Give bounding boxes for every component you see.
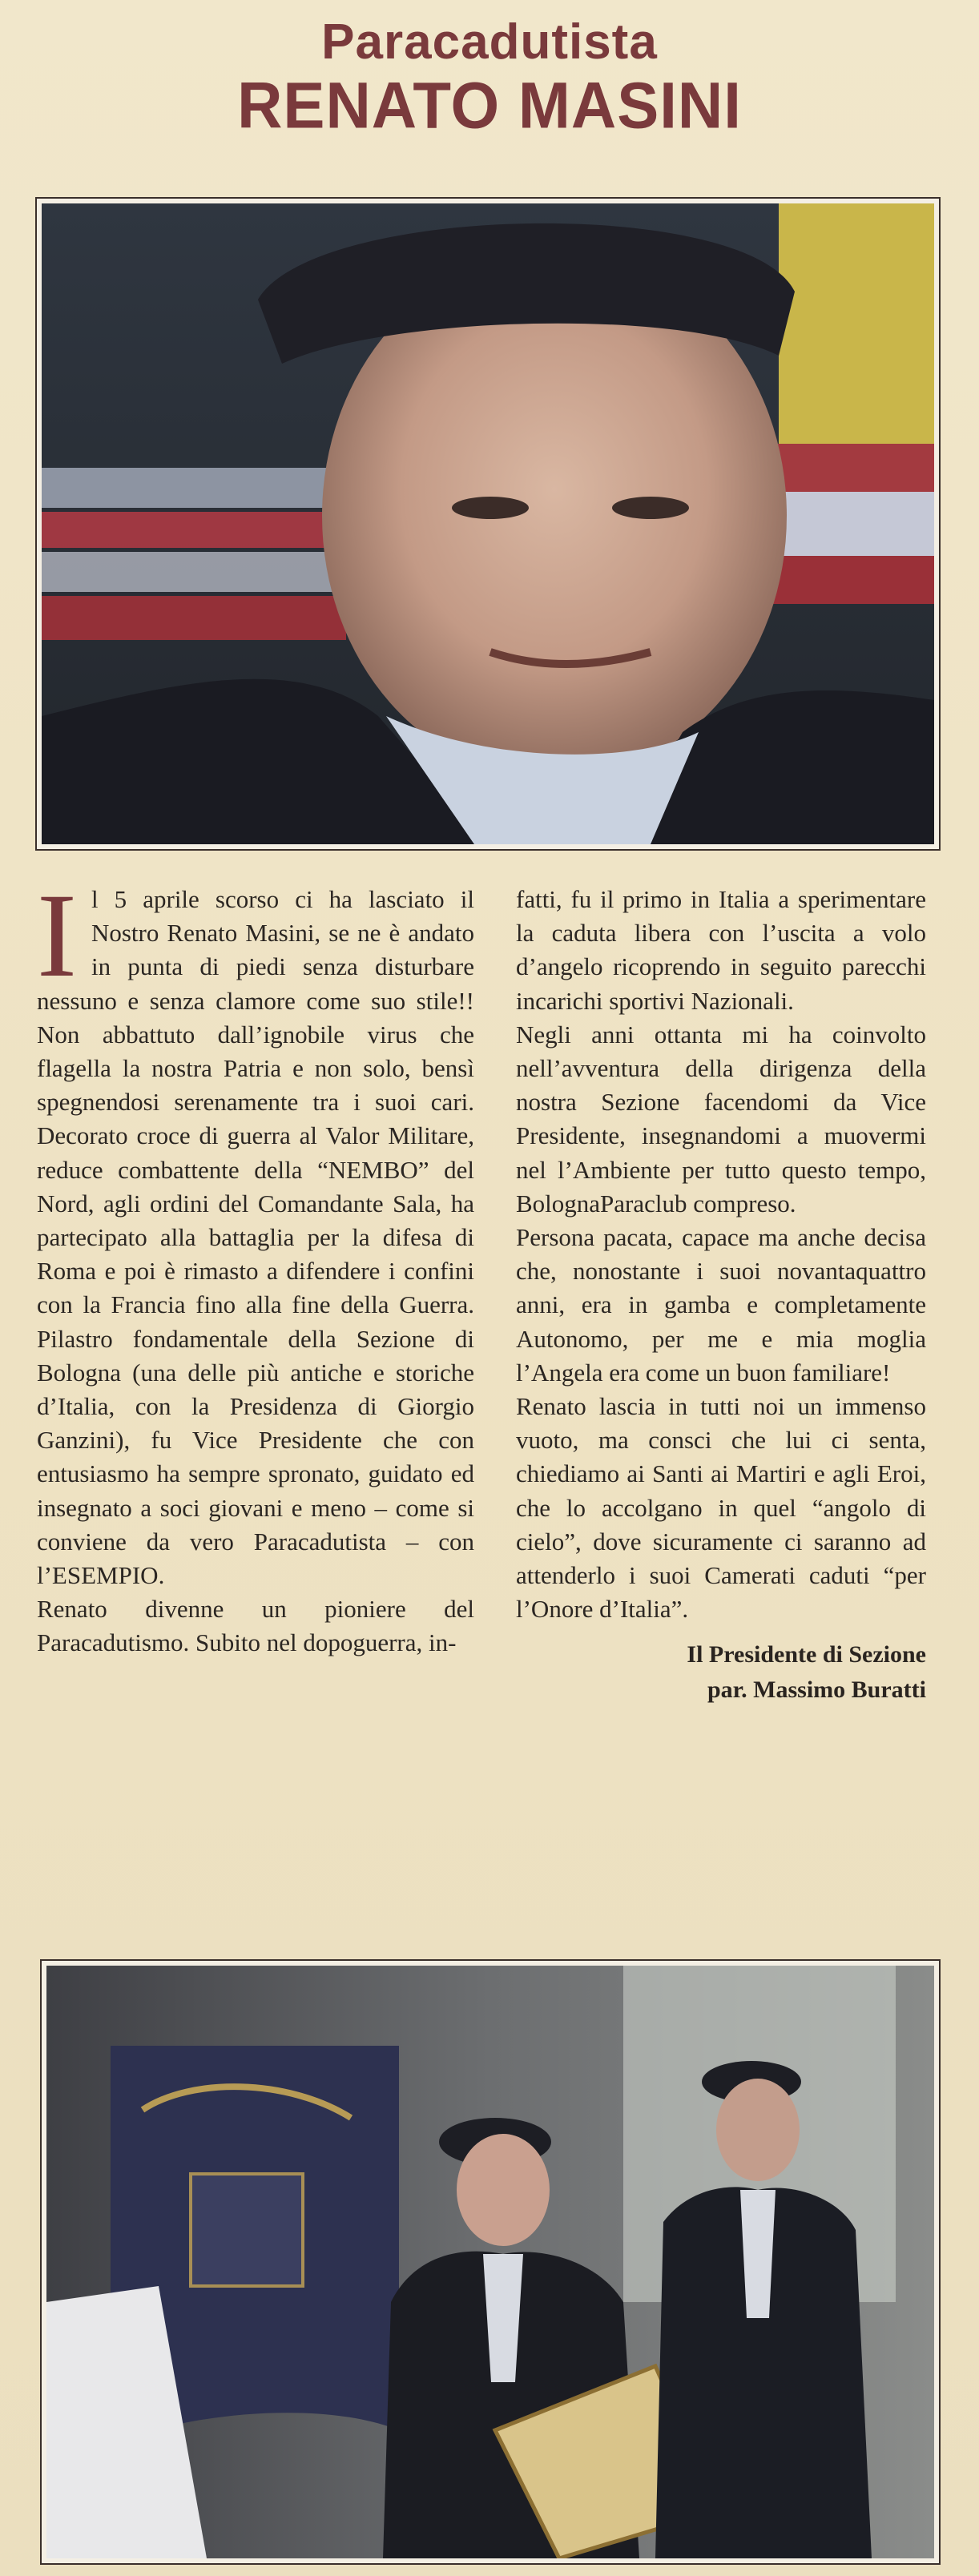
article-header: [0, 14, 979, 143]
article-column-right: [516, 883, 926, 1708]
article-paragraph: fatti, fu il primo in Italia a sperimentare la caduta libera con l’uscita a volo d’angelo ricoprendo in seguito parecchi incarichi sportivi Nazionali.: [516, 885, 926, 1015]
article-paragraph: Renato divenne un pioniere del Paracadutismo. Subito nel dopoguerra, in-: [37, 1595, 474, 1657]
article-paragraph: [37, 869, 474, 1592]
signature-role: Il Presidente di Sezione: [687, 1641, 926, 1668]
signature: [516, 1637, 926, 1708]
article-paragraph: Renato lascia in tutti noi un immenso vuoto, ma consci che lui ci senta, chiediamo ai Santi ai Martiri e agli Eroi, che lo accolgano in quel “angolo di cielo”, dove sicuramente ci saranno ad attenderlo i suoi Camerati caduti “per l’Onore d’Italia”.: [516, 1392, 926, 1624]
signature-name: par. Massimo Buratti: [707, 1676, 926, 1704]
ceremony-image: [46, 1966, 934, 2558]
dropcap: I: [37, 869, 77, 1002]
portrait-image: [42, 203, 934, 844]
article-paragraph: Negli anni ottanta mi ha coinvolto nell’avventura della dirigenza della nostra Sezione facendomi da Vice Presidente, insegnandomi a muovermi nel l’Ambiente per tutto questo tempo, BolognaParaclub compreso.: [516, 1020, 926, 1218]
article-kicker: Paracadutista: [321, 14, 658, 70]
ceremony-photo: [42, 1961, 939, 2563]
portrait-photo: [37, 199, 939, 849]
article-paragraph: Persona pacata, capace ma anche decisa che, nonostante i suoi novantaquattro anni, era in gamba e completamente Autonomo, per me e mia moglia l’Angela era come un buon familiare!: [516, 1223, 926, 1387]
article-text: l 5 aprile scorso ci ha lasciato il Nostro Renato Masini, se ne è andato in punta di piedi senza disturbare nessuno e senza clamore come suo stile!! Non abbattuto dall’ignobile virus che flagella la nostra Patria e non solo, bensì spegnendosi serenamente tra i suoi cari. Decorato croce di guerra al Valor Militare, reduce combattente della “NEMBO” del Nord, agli ordini del Comandante Sala, ha partecipato alla battaglia per la difesa di Roma e poi è rimasto a difendere i confini con la Francia fino alla fine della Guerra. Pilastro fondamentale della Sezione di Bologna (una delle più antiche e storiche d’Italia, con la Presidenza di Giorgio Ganzini), fu Vice Presidente che con entusiasmo ha sempre spronato, guidato ed insegnato a soci giovani e meno – come si conviene da vero Paracadutista – con l’ESEMPIO.: [37, 885, 474, 1590]
article-column-left: [37, 869, 474, 1660]
article-title: RENATO MASINI: [237, 67, 742, 143]
